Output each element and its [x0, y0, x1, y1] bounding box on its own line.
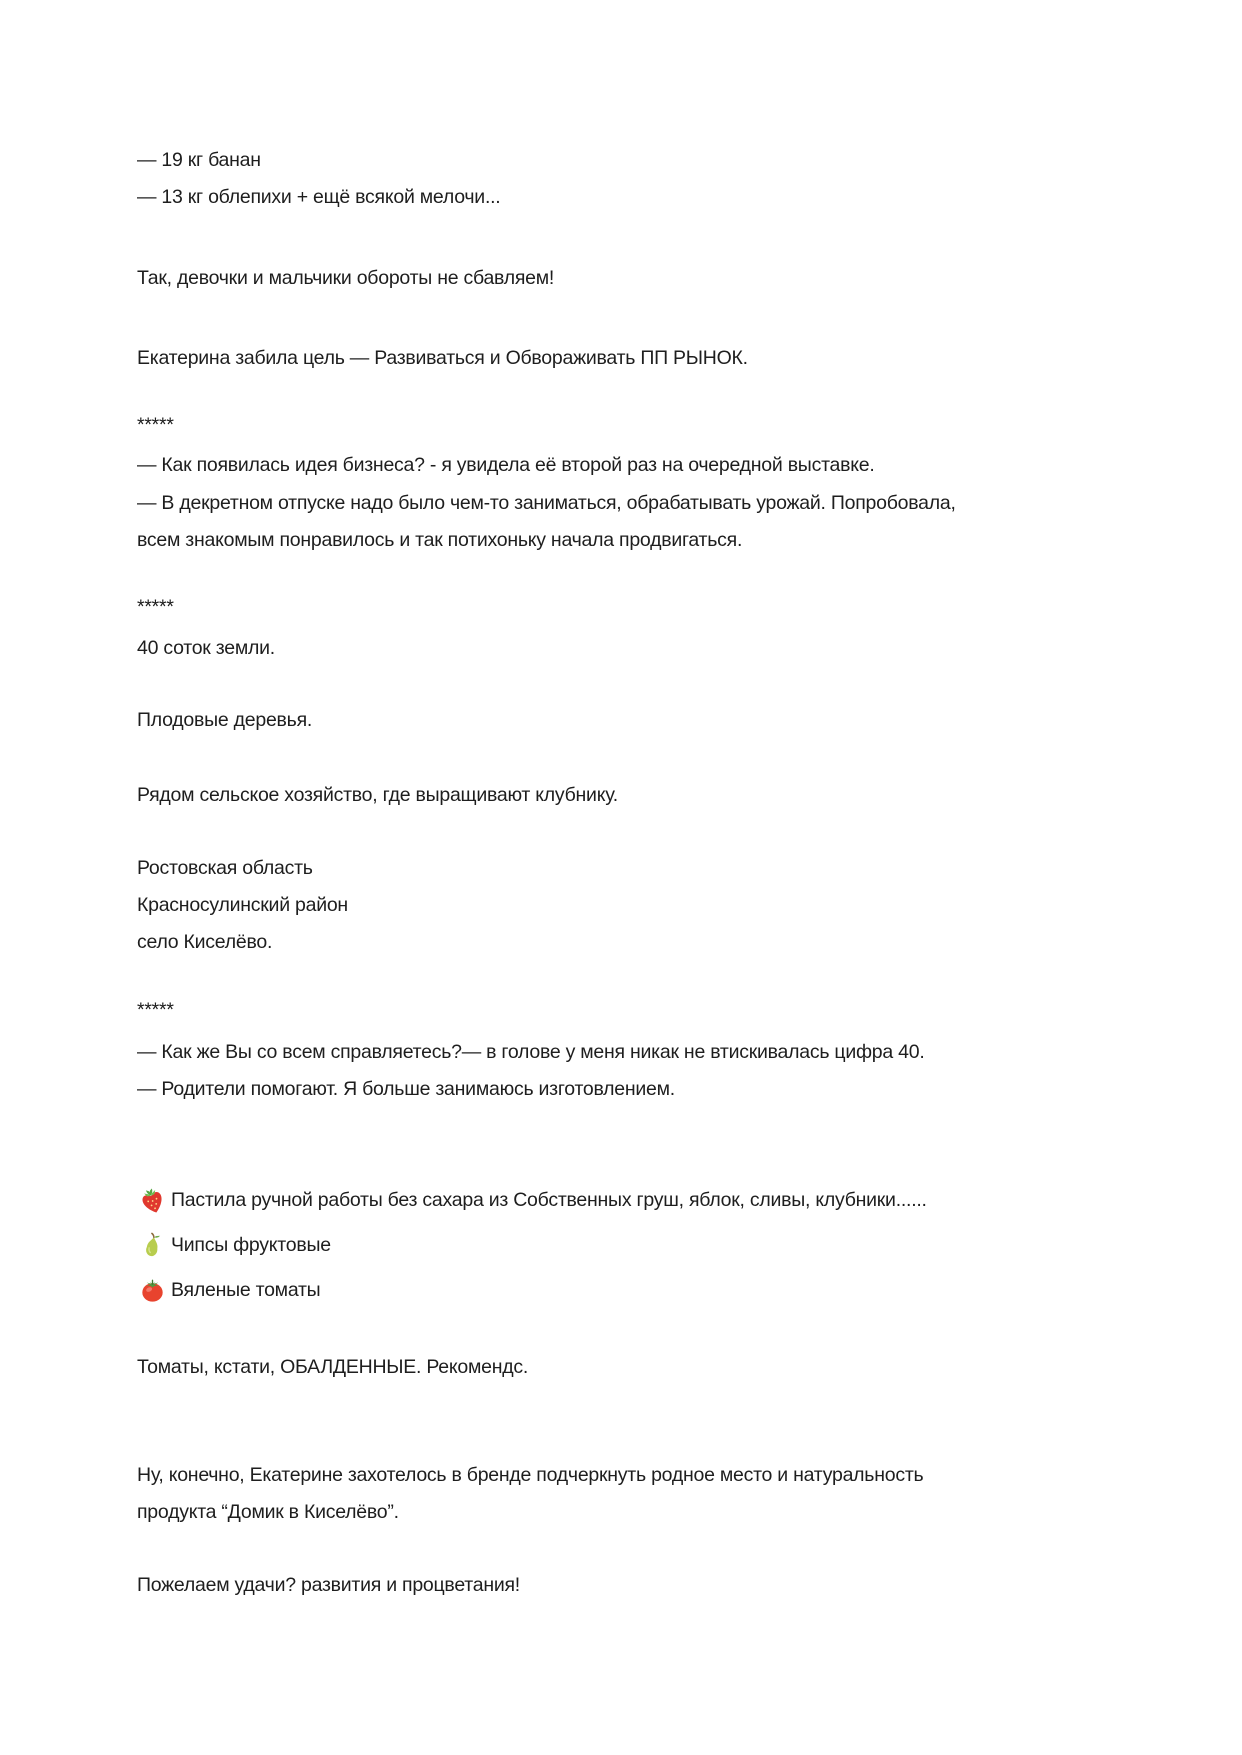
text-line: Томаты, кстати, ОБАЛДЕННЫЕ. Рекомендс. — [137, 1356, 529, 1378]
product-item-label: Чипсы фруктовые — [171, 1234, 331, 1256]
text-line: всем знакомым понравилось и так потихоньку начала продвигаться. — [137, 529, 743, 551]
tomato-icon — [137, 1275, 168, 1306]
product-item — [137, 1182, 1162, 1219]
product-item — [137, 1272, 1162, 1309]
text-line: Пожелаем удачи? развития и процветания! — [137, 1574, 520, 1596]
text-line: продукта “Домик в Киселёво”. — [137, 1501, 399, 1523]
strawberry-icon — [137, 1185, 168, 1216]
text-line: Ростовская область — [137, 857, 313, 879]
text-line: Рядом сельское хозяйство, где выращивают клубнику. — [137, 784, 618, 806]
text-line: — 13 кг облепихи + ещё всякой мелочи... — [137, 186, 501, 208]
text-line: Плодовые деревья. — [137, 709, 313, 731]
text-line: Так, девочки и мальчики обороты не сбавляем! — [137, 267, 555, 289]
product-item-label: Пастила ручной работы без сахара из Собственных груш, яблок, сливы, клубники...... — [171, 1189, 927, 1211]
separator-line: ***** — [137, 414, 174, 436]
text-line: — В декретном отпуске надо было чем-то заниматься, обрабатывать урожай. Попробовала, — [137, 492, 956, 514]
text-line: — Родители помогают. Я больше занимаюсь изготовлением. — [137, 1078, 675, 1100]
text-line: — Как появилась идея бизнеса? - я увидела её второй раз на очередной выставке. — [137, 454, 875, 476]
text-line: Екатерина забила цель — Развиваться и Обвораживать ПП РЫНОК. — [137, 347, 748, 369]
text-line: — 19 кг банан — [137, 149, 261, 171]
pear-icon — [137, 1230, 168, 1261]
text-line: Ну, конечно, Екатерине захотелось в бренде подчеркнуть родное место и натуральность — [137, 1464, 924, 1486]
separator-line: ***** — [137, 596, 174, 618]
text-line: 40 соток земли. — [137, 637, 275, 659]
text-line: — Как же Вы со всем справляетесь?— в голове у меня никак не втискивалась цифра 40. — [137, 1041, 925, 1063]
product-item-label: Вяленые томаты — [171, 1279, 321, 1301]
separator-line: ***** — [137, 999, 174, 1021]
text-line: село Киселёво. — [137, 931, 273, 953]
text-line: Красносулинский район — [137, 894, 348, 916]
product-item — [137, 1227, 1162, 1264]
